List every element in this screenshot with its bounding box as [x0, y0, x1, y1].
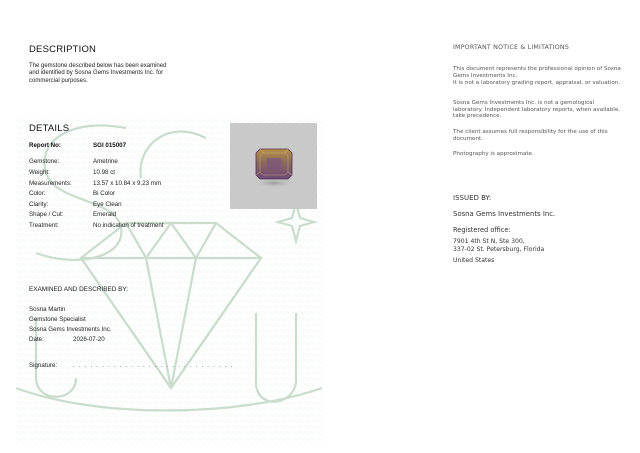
examiner-company: Sosna Gems Investments Inc.	[29, 326, 112, 333]
date-value: 2026-07-20	[73, 336, 105, 343]
examiner-title: Gemstone Specialist	[29, 316, 86, 323]
address-line-1: 7901 4th St N, Ste 300,	[453, 238, 525, 245]
signature-row	[29, 362, 234, 369]
detail-value: Eye Clean	[93, 201, 122, 208]
notice-paragraph: This document represents the professional opinion of Sosna Gems Investments Inc.	[453, 66, 621, 79]
notice-paragraph: The client assumes full responsibility for the use of this document.	[453, 129, 608, 142]
report-number: SGI 015007	[93, 142, 127, 149]
issuer-company: Sosna Gems Investments Inc.	[453, 210, 556, 218]
detail-value: Ametrine	[93, 158, 118, 165]
notice-paragraph: It is not a laboratory grading report, appraisal, or valuation.	[453, 80, 621, 86]
description-text: The gemstone described below has been examined and identified by Sosna Gems Investments Inc. for commercial purposes.	[29, 63, 167, 84]
address-line-2: 337-02 St. Petersburg, Florida	[453, 246, 545, 253]
detail-label: Weight:	[29, 169, 50, 176]
notice-paragraph: Sosna Gems Investments Inc. is not a gemological laboratory. Independent laboratory reports, when available, take precedence.	[453, 100, 621, 120]
detail-label: Shape / Cut:	[29, 211, 64, 218]
notice-heading: IMPORTANT NOTICE & LIMITATIONS	[453, 44, 570, 51]
address-country: United States	[453, 257, 495, 264]
detail-value: Bi Color	[93, 190, 116, 197]
report-label: Report No:	[29, 142, 61, 149]
detail-label: Clarity:	[29, 201, 49, 208]
detail-label: Color:	[29, 190, 46, 197]
registered-office-heading: Registered office:	[453, 226, 511, 234]
detail-label: Treatment:	[29, 222, 59, 229]
detail-value: No indication of treatment	[93, 222, 164, 229]
gemstone-photo	[230, 123, 317, 209]
signature-label: Signature:	[29, 362, 58, 369]
signature-dotted-line: . . . . . . . . . . . . . . . . . . . . . . . . . . . .	[73, 362, 234, 369]
detail-label: Gemstone:	[29, 158, 60, 165]
detail-value: 10.98 ct	[93, 169, 116, 176]
issued-by-heading: ISSUED BY:	[453, 194, 492, 202]
description-heading: DESCRIPTION	[29, 44, 97, 55]
notice-paragraph: Photography is approximate.	[453, 151, 534, 157]
examination-date-row	[29, 336, 105, 343]
detail-value: Emerald	[93, 211, 117, 218]
examiner-name: Sosna Martin	[29, 306, 66, 313]
detail-label: Measurements:	[29, 180, 72, 187]
date-label: Date:	[29, 336, 44, 343]
detail-value: 13.57 x 10.84 x 9.23 mm	[93, 180, 162, 187]
examined-by-heading: EXAMINED AND DESCRIBED BY:	[29, 286, 129, 293]
details-heading: DETAILS	[29, 123, 70, 134]
